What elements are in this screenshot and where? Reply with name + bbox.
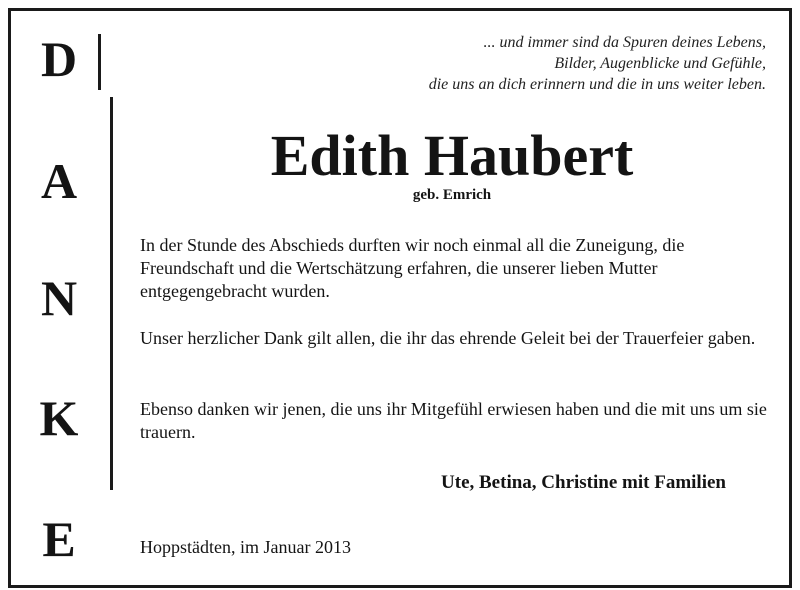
deceased-name: Edith Haubert — [270, 123, 634, 188]
place-date: Hoppstädten, im Januar 2013 — [140, 537, 351, 557]
danke-letter-n: N — [40, 270, 78, 326]
divider-line-top — [98, 34, 101, 90]
thanks-paragraph-2: Unser herzlicher Dank gilt allen, die ihr das ehrende Geleit bei der Trauerfeier gaben. — [140, 328, 756, 348]
maiden-name: geb. Emrich — [412, 187, 492, 203]
danke-letter-e: E — [42, 511, 76, 567]
divider-line-main — [110, 97, 113, 490]
danke-letter-d: D — [40, 31, 78, 87]
quote-line: die uns an dich erinnern und die in uns weiter leben. — [428, 76, 766, 93]
family-signature: Ute, Betina, Christine mit Familien — [441, 472, 726, 493]
quote-line: ... und immer sind da Spuren deines Lebens, — [483, 34, 766, 51]
thanks-paragraph-3: Ebenso danken wir jenen, die uns ihr Mitgefühl erwiesen haben und die mit uns um sie trauern. — [140, 399, 767, 442]
thanks-paragraph-1: In der Stunde des Abschieds durften wir noch einmal all die Zuneigung, die Freundschaft und die Wertschätzung erfahren, die unserer lieben Mutter entgegengebracht wurden. — [140, 235, 685, 301]
quote-line: Bilder, Augenblicke und Gefühle, — [554, 55, 766, 72]
danke-letter-a: A — [40, 153, 78, 209]
danke-letter-k: K — [39, 390, 79, 446]
memorial-quote — [429, 32, 766, 95]
